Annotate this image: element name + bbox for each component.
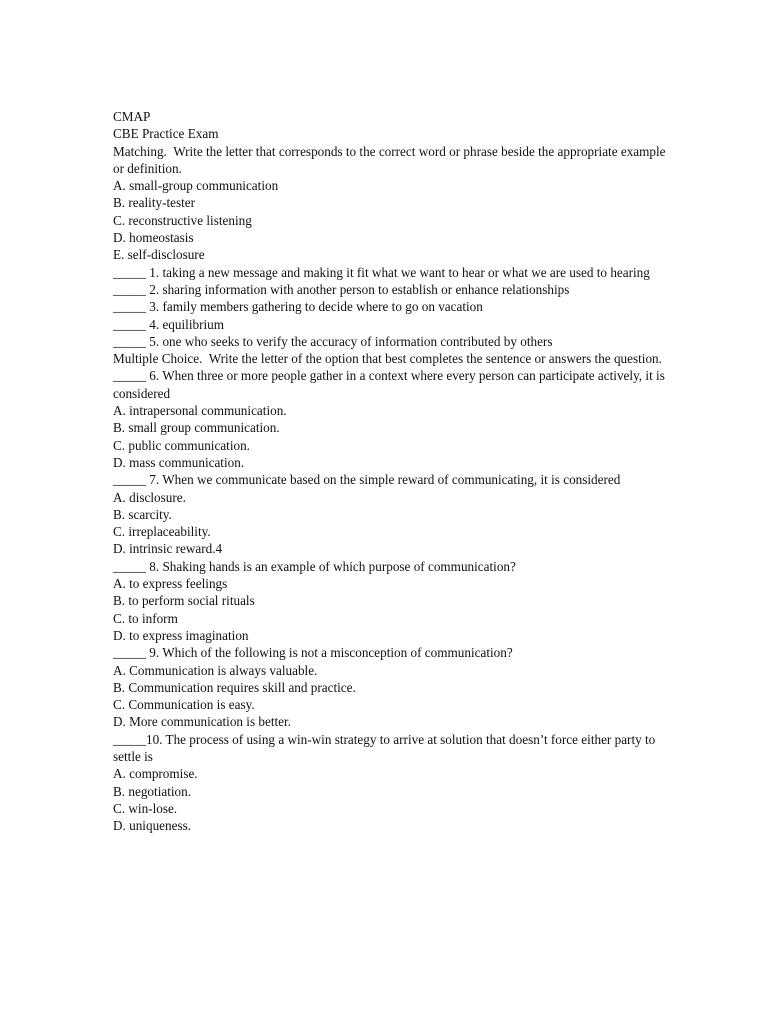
multiple-choice-instructions: Multiple Choice. Write the letter of the option that best completes the sentence or answers the question. — [113, 351, 662, 367]
answer-option: A. intrapersonal communication. — [113, 403, 287, 419]
question-stem: _____ 8. Shaking hands is an example of which purpose of communication? — [113, 558, 516, 574]
answer-option: B. small group communication. — [113, 420, 280, 436]
answer-option: C. Communication is easy. — [113, 697, 255, 713]
answer-option: C. public communication. — [113, 437, 250, 453]
answer-option: D. to express imagination — [113, 627, 249, 643]
question-stem: _____ 9. Which of the following is not a misconception of communication? — [113, 645, 513, 661]
answer-option: B. to perform social rituals — [113, 593, 255, 609]
answer-option: C. to inform — [113, 610, 178, 626]
answer-option: D. mass communication. — [113, 454, 245, 470]
matching-choice: E. self-disclosure — [113, 247, 205, 263]
answer-option: D. uniqueness. — [113, 818, 192, 834]
question-9 — [113, 644, 673, 730]
answer-option: B. scarcity. — [113, 506, 172, 522]
question-8 — [113, 558, 673, 644]
matching-item: _____ 5. one who seeks to verify the accuracy of information contributed by others — [113, 333, 553, 349]
matching-choice: A. small-group communication — [113, 178, 279, 194]
matching-choice: B. reality-tester — [113, 195, 196, 211]
question-7 — [113, 471, 673, 557]
matching-instructions: Matching. Write the letter that corresponds to the correct word or phrase beside the appropriate example or definition. — [113, 143, 669, 176]
answer-option: D. More communication is better. — [113, 714, 291, 730]
document-title: CMAP — [113, 109, 151, 124]
answer-option: B. negotiation. — [113, 783, 192, 799]
document-page — [113, 108, 673, 834]
answer-option: A. to express feelings — [113, 576, 228, 592]
question-stem: _____ 6. When three or more people gather in a context where every person can participate actively, it is considered — [113, 368, 669, 401]
answer-option: A. disclosure. — [113, 489, 186, 505]
answer-option: C. win-lose. — [113, 800, 178, 816]
matching-item: _____ 2. sharing information with another person to establish or enhance relationships — [113, 281, 570, 297]
matching-choices — [113, 177, 673, 263]
question-stem: _____10. The process of using a win-win strategy to arrive at solution that doesn’t force either party to settle is — [113, 731, 659, 764]
question-6 — [113, 367, 673, 471]
question-stem: _____ 7. When we communicate based on the simple reward of communicating, it is considered — [113, 472, 621, 488]
matching-item: _____ 1. taking a new message and making it fit what we want to hear or what we are used to hearing — [113, 264, 650, 280]
matching-choice: D. homeostasis — [113, 230, 194, 246]
answer-option: C. irreplaceability. — [113, 524, 211, 540]
answer-option: D. intrinsic reward.4 — [113, 541, 223, 557]
matching-items — [113, 264, 673, 350]
document-subtitle: CBE Practice Exam — [113, 126, 219, 142]
answer-option: A. Communication is always valuable. — [113, 662, 318, 678]
question-10 — [113, 731, 673, 835]
matching-choice: C. reconstructive listening — [113, 212, 252, 228]
matching-item: _____ 3. family members gathering to decide where to go on vacation — [113, 299, 483, 315]
matching-item: _____ 4. equilibrium — [113, 316, 224, 332]
answer-option: A. compromise. — [113, 766, 198, 782]
answer-option: B. Communication requires skill and practice. — [113, 679, 356, 695]
